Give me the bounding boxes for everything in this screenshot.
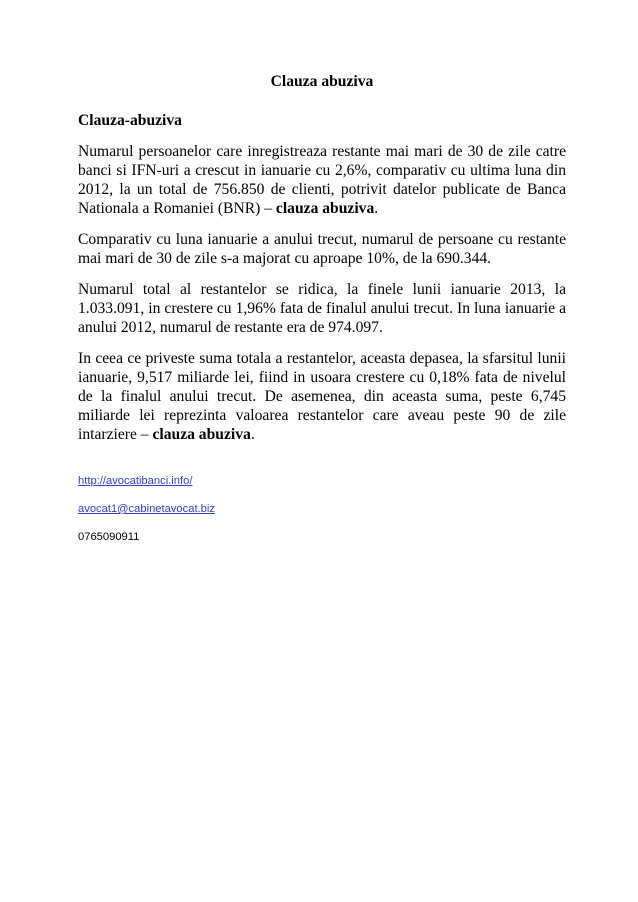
paragraph-4-bold: clauza abuziva — [152, 426, 251, 443]
paragraph-1-bold: clauza abuziva — [275, 200, 375, 217]
document-title: Clauza abuziva — [270, 73, 374, 90]
website-link[interactable]: http://avocatibanci.info/ — [78, 475, 193, 487]
paragraph-1-end: . — [374, 200, 379, 217]
website-line — [78, 474, 215, 488]
document-subtitle: Clauza-abuziva — [78, 112, 182, 129]
email-link[interactable]: avocat1@cabinetavocat.biz — [78, 503, 215, 515]
paragraph-4 — [78, 349, 566, 444]
email-line — [78, 502, 215, 516]
paragraph-4-end: . — [250, 426, 255, 443]
paragraph-3: Numarul total al restantelor se ridica, la finele lunii ianuarie 2013, la 1.033.091, in crestere cu 1,96% fata de finalul anului trecut. In luna ianuarie a anului 2012, numarul de restante era de 974.097. — [78, 281, 566, 336]
paragraph-1-text: Numarul persoanelor care inregistreaza restante mai mari de 30 de zile catre banci si IFN-uri a crescut in ianuarie cu 2,6%, comparativ cu ultima luna din 2012, la un total de 756.850 de clienti, potrivit datelor publicate de Banca Nationala a Romaniei (BNR) – — [78, 143, 566, 217]
contact-block — [78, 474, 215, 558]
document-body — [78, 72, 566, 444]
paragraph-2: Comparativ cu luna ianuarie a anului trecut, numarul de persoane cu restante mai mari de 30 de zile s-a majorat cu aproape 10%, de la 690.344. — [78, 231, 566, 267]
paragraph-1 — [78, 142, 566, 218]
phone-line — [78, 530, 215, 544]
phone-number: 0765090911 — [78, 531, 140, 543]
paragraph-4-text: In ceea ce priveste suma totala a restantelor, aceasta depasea, la sfarsitul lunii ianuarie, 9,517 miliarde lei, fiind in usoara crestere cu 0,18% fata de nivelul de la finalul anului trecut. De asemenea, din aceasta suma, peste 6,745 miliarde lei reprezinta valoarea restantelor care aveau peste 90 de zile intarziere – — [78, 350, 566, 443]
